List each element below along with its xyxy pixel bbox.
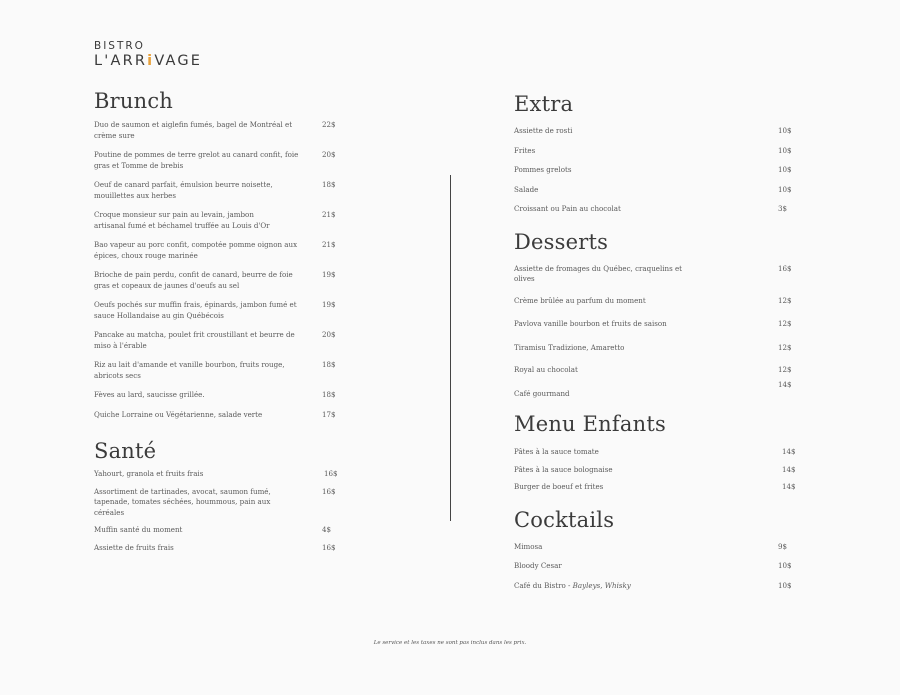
item-price: 14$	[782, 447, 796, 456]
sante-list	[94, 469, 338, 553]
menu-item	[514, 264, 794, 285]
item-name: Fèves au lard, saucisse grillée.	[94, 390, 205, 399]
brunch-list	[94, 120, 338, 420]
item-price: 9$	[778, 541, 788, 551]
item-name: Royal au chocolat	[514, 365, 578, 374]
section-title-cocktails: Cocktails	[514, 507, 615, 532]
menu-item	[514, 561, 794, 572]
item-name: Salade	[514, 184, 539, 194]
menu-item	[94, 360, 338, 381]
logo-text-before: L'ARR	[94, 53, 148, 69]
menu-item	[94, 180, 338, 201]
section-title-brunch: Brunch	[94, 89, 174, 113]
item-name: Assiette de fruits frais	[94, 542, 174, 552]
item-name: Croque monsieur sur pain au levain, jambon artisanal fumé et béchamel truffée au Louis d'Or	[94, 210, 270, 230]
item-price: 16$	[778, 263, 792, 273]
item-name: Pâtes à la sauce bolognaise	[514, 464, 613, 474]
item-price: 14$	[782, 482, 796, 491]
item-name: Frites	[514, 145, 536, 155]
item-name: Assiette de rosti	[514, 126, 573, 135]
menu-item	[514, 482, 794, 493]
item-price: 12$	[778, 342, 792, 352]
menu-item	[514, 319, 794, 330]
column-divider	[450, 175, 451, 521]
item-name: Muffin santé du moment	[94, 525, 183, 534]
item-price: 3$	[778, 204, 788, 213]
item-price: 22$	[322, 120, 336, 129]
enfants-list	[514, 447, 794, 493]
menu-item	[514, 365, 794, 376]
menu-item	[94, 410, 338, 421]
item-price: 4$	[322, 525, 332, 534]
item-name-italic: Bayleys, Whisky	[572, 580, 631, 590]
footer-note: Le service et les taxes ne sont pas inclus dans les prix.	[373, 640, 527, 646]
menu-item	[94, 390, 338, 401]
menu-item	[514, 581, 794, 592]
menu-item	[514, 165, 794, 176]
item-price: 14$	[782, 464, 796, 474]
item-name: Tiramisu Tradizione, Amaretto	[514, 342, 625, 352]
item-price: 16$	[324, 469, 338, 478]
menu-item	[514, 465, 794, 476]
item-price: 21$	[322, 240, 336, 249]
item-name: Crème brûlée au parfum du moment	[514, 295, 646, 305]
menu-item	[514, 343, 794, 354]
item-name: Yahourt, granola et fruits frais	[94, 469, 204, 478]
item-price: 12$	[778, 295, 792, 305]
logo-text-after: VAGE	[154, 53, 203, 69]
item-name: Oeuf de canard parfait, émulsion beurre noisette, mouillettes aux herbes	[94, 180, 273, 200]
menu-item	[94, 330, 338, 351]
logo-line-1: BISTRO	[94, 40, 145, 52]
menu-item	[514, 185, 794, 196]
item-name: Assiette de fromages du Québec, craquelins et olives	[514, 263, 683, 283]
item-name: Pancake au matcha, poulet frit croustillant et beurre de miso à l'érable	[94, 330, 295, 350]
item-name: Pommes grelots	[514, 165, 572, 174]
menu-item	[94, 487, 338, 519]
item-name: Burger de boeuf et frites	[514, 482, 604, 491]
menu-item	[94, 525, 338, 536]
cocktails-list	[514, 542, 794, 592]
item-name: Assortiment de tartinades, avocat, saumon fumé, tapenade, tomates séchées, hoummous, pain aux céréales	[94, 486, 271, 517]
item-price: 17$	[322, 409, 336, 419]
logo-accent-glyph: i	[147, 53, 155, 69]
menu-item	[514, 296, 794, 307]
item-price: 21$	[322, 210, 336, 219]
menu-item	[94, 270, 338, 291]
section-title-extra: Extra	[514, 92, 574, 116]
menu-item	[94, 469, 338, 480]
item-price: 16$	[322, 542, 336, 552]
item-name	[514, 581, 694, 592]
item-price: 10$	[778, 580, 792, 590]
menu-item	[94, 210, 338, 231]
item-price: 16$	[322, 486, 336, 496]
bistro-logo	[94, 40, 202, 70]
menu-item	[94, 300, 338, 321]
item-price: 12$	[778, 365, 792, 374]
section-title-enfants: Menu Enfants	[514, 412, 666, 436]
left-column	[94, 88, 338, 553]
menu-item	[514, 204, 794, 215]
item-price: 19$	[322, 270, 336, 279]
item-name-main: Café du Bistro -	[514, 580, 573, 590]
item-price: 10$	[778, 561, 792, 570]
item-price: 10$	[778, 126, 792, 135]
item-name: Duo de saumon et aiglefin fumés, bagel de Montréal et crème sure	[94, 120, 293, 140]
item-name: Café gourmand	[514, 388, 570, 398]
section-title-desserts: Desserts	[514, 229, 609, 254]
item-name: Pâtes à la sauce tomate	[514, 447, 599, 456]
item-name: Brioche de pain perdu, confit de canard, beurre de foie gras et copeaux de jaunes d'oeufs au sel	[94, 270, 293, 290]
menu-item	[514, 380, 794, 400]
item-price: 10$	[778, 184, 792, 194]
item-price: 20$	[322, 150, 336, 159]
extra-list	[514, 126, 794, 215]
item-name: Riz au lait d'amande et vanille bourbon, fruits rouge, abricots secs	[94, 360, 285, 380]
item-name: Quiche Lorraine ou Végétarienne, salade verte	[94, 409, 263, 419]
item-name: Pavlova vanille bourbon et fruits de saison	[514, 319, 667, 328]
item-name: Bao vapeur au porc confit, compotée pomme oignon aux épices, choux rouge marinée	[94, 240, 298, 260]
right-column	[514, 91, 794, 591]
item-price: 20$	[322, 330, 336, 339]
item-name: Poutine de pommes de terre grelot au canard confit, foie gras et Tomme de brebis	[94, 150, 299, 170]
section-title-sante: Santé	[94, 439, 157, 463]
menu-item	[94, 150, 338, 171]
logo-line-2	[94, 52, 202, 70]
item-name: Oeufs pochés sur muffin frais, épinards, jambon fumé et sauce Hollandaise au gin Québécois	[94, 300, 297, 320]
desserts-list	[514, 264, 794, 400]
item-name: Mimosa	[514, 541, 543, 551]
item-price: 12$	[778, 319, 792, 328]
item-price: 18$	[322, 360, 336, 369]
menu-item	[94, 543, 338, 554]
item-price: 18$	[322, 180, 336, 189]
menu-item	[94, 240, 338, 261]
item-name: Croissant ou Pain au chocolat	[514, 204, 621, 213]
item-price: 19$	[322, 300, 336, 309]
menu-item	[514, 126, 794, 137]
item-name: Bloody Cesar	[514, 561, 562, 570]
menu-item	[94, 120, 338, 141]
menu-item	[514, 146, 794, 157]
item-price: 14$	[778, 379, 792, 389]
menu-item	[514, 542, 794, 553]
item-price: 18$	[322, 390, 336, 399]
item-price: 10$	[778, 145, 792, 155]
menu-item	[514, 447, 794, 458]
item-price: 10$	[778, 165, 792, 174]
